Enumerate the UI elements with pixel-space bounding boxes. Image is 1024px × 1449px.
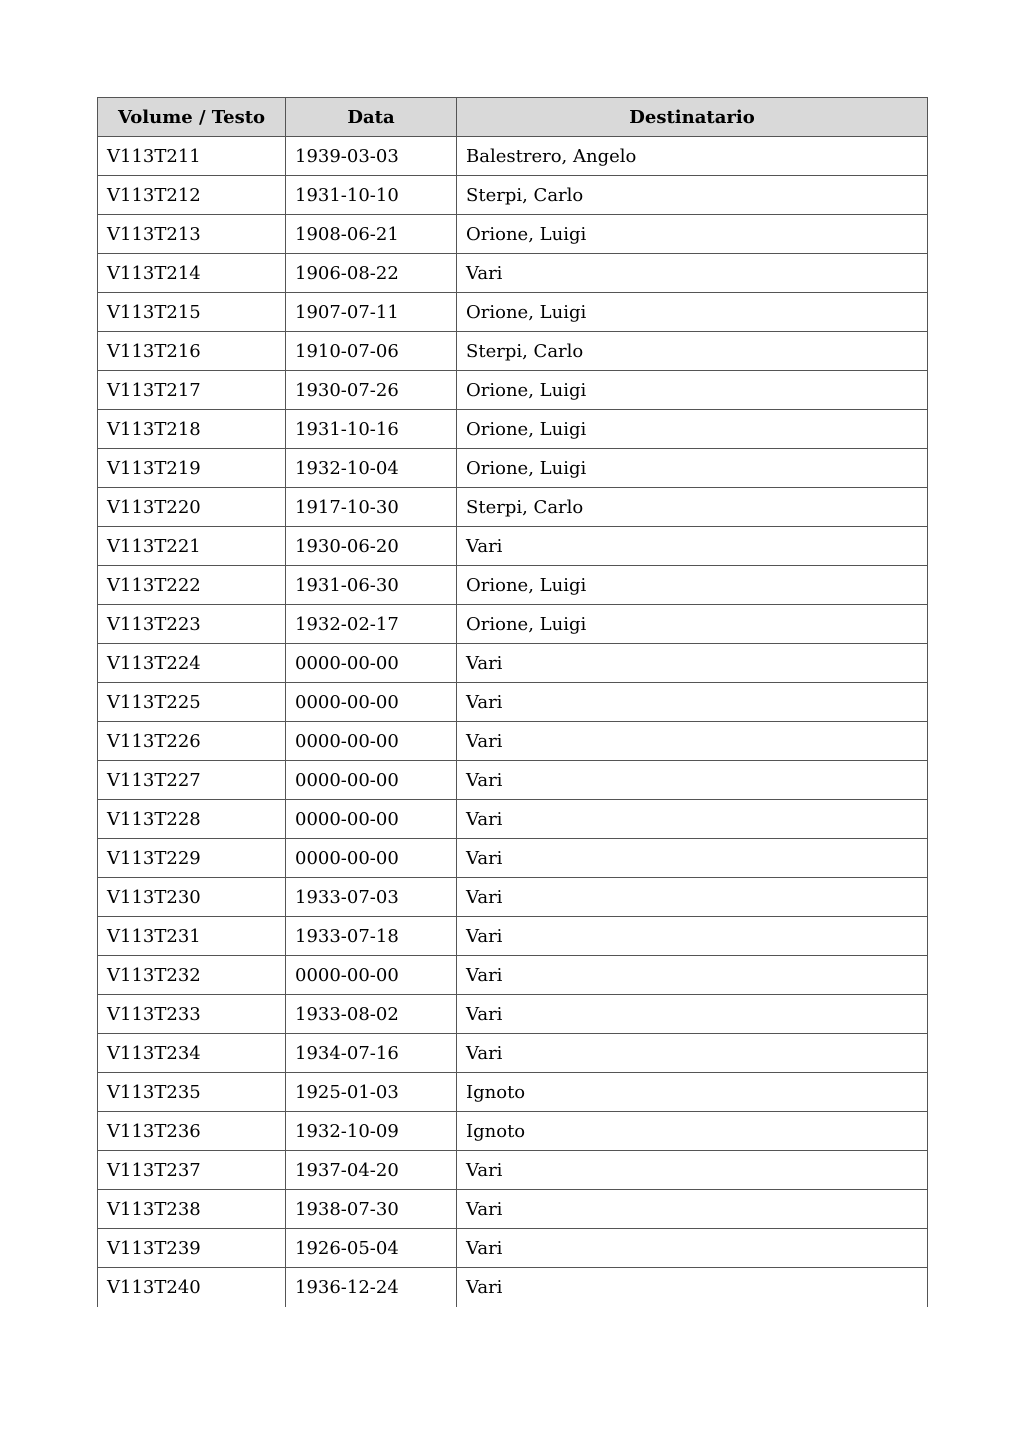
cell-destinatario: Ignoto [457,1073,928,1112]
cell-volume-testo: V113T225 [98,683,286,722]
cell-data: 1933-08-02 [286,995,457,1034]
table-row [98,293,928,332]
header-volume-testo: Volume / Testo [98,98,286,137]
table-row [98,527,928,566]
cell-volume-testo: V113T221 [98,527,286,566]
cell-data: 1910-07-06 [286,332,457,371]
table-row [98,449,928,488]
cell-destinatario: Vari [457,800,928,839]
cell-volume-testo: V113T211 [98,137,286,176]
cell-data: 0000-00-00 [286,644,457,683]
table-header [98,98,928,137]
table-row [98,215,928,254]
cell-data: 1931-10-16 [286,410,457,449]
cell-destinatario: Vari [457,722,928,761]
cell-volume-testo: V113T239 [98,1229,286,1268]
cell-volume-testo: V113T224 [98,644,286,683]
cell-data: 0000-00-00 [286,839,457,878]
table-row [98,1190,928,1229]
cell-data: 0000-00-00 [286,761,457,800]
table-row [98,1151,928,1190]
cell-data: 1933-07-18 [286,917,457,956]
table-row [98,1073,928,1112]
cell-destinatario: Vari [457,956,928,995]
cell-destinatario: Vari [457,254,928,293]
cell-volume-testo: V113T217 [98,371,286,410]
cell-volume-testo: V113T226 [98,722,286,761]
cell-data: 0000-00-00 [286,800,457,839]
table-row [98,722,928,761]
cell-volume-testo: V113T220 [98,488,286,527]
cell-volume-testo: V113T232 [98,956,286,995]
cell-destinatario: Vari [457,527,928,566]
cell-destinatario: Vari [457,995,928,1034]
table-row [98,917,928,956]
cell-destinatario: Sterpi, Carlo [457,488,928,527]
header-row [98,98,928,137]
cell-destinatario: Orione, Luigi [457,449,928,488]
cell-data: 1908-06-21 [286,215,457,254]
table-body [98,137,928,1307]
cell-data: 0000-00-00 [286,956,457,995]
table-row [98,839,928,878]
cell-destinatario: Vari [457,917,928,956]
cell-destinatario: Vari [457,1268,928,1307]
cell-volume-testo: V113T218 [98,410,286,449]
cell-data: 1907-07-11 [286,293,457,332]
table-row [98,1112,928,1151]
table-row [98,1229,928,1268]
table-row [98,332,928,371]
cell-data: 1930-07-26 [286,371,457,410]
cell-volume-testo: V113T233 [98,995,286,1034]
cell-data: 1936-12-24 [286,1268,457,1307]
cell-destinatario: Sterpi, Carlo [457,332,928,371]
cell-destinatario: Ignoto [457,1112,928,1151]
cell-data: 0000-00-00 [286,722,457,761]
cell-destinatario: Vari [457,839,928,878]
cell-destinatario: Orione, Luigi [457,605,928,644]
table-row [98,566,928,605]
table-row [98,254,928,293]
cell-data: 1934-07-16 [286,1034,457,1073]
table-row [98,176,928,215]
cell-volume-testo: V113T227 [98,761,286,800]
cell-data: 1931-10-10 [286,176,457,215]
table-row [98,683,928,722]
cell-data: 1925-01-03 [286,1073,457,1112]
cell-volume-testo: V113T235 [98,1073,286,1112]
cell-data: 1932-02-17 [286,605,457,644]
cell-data: 1932-10-04 [286,449,457,488]
table-row [98,488,928,527]
cell-data: 1937-04-20 [286,1151,457,1190]
cell-destinatario: Vari [457,1151,928,1190]
letters-table [97,97,928,1307]
cell-destinatario: Vari [457,683,928,722]
cell-volume-testo: V113T234 [98,1034,286,1073]
cell-volume-testo: V113T238 [98,1190,286,1229]
cell-data: 0000-00-00 [286,683,457,722]
cell-destinatario: Sterpi, Carlo [457,176,928,215]
cell-destinatario: Orione, Luigi [457,410,928,449]
cell-volume-testo: V113T229 [98,839,286,878]
table-row [98,605,928,644]
cell-volume-testo: V113T237 [98,1151,286,1190]
cell-destinatario: Orione, Luigi [457,566,928,605]
cell-data: 1933-07-03 [286,878,457,917]
cell-volume-testo: V113T240 [98,1268,286,1307]
header-destinatario: Destinatario [457,98,928,137]
cell-volume-testo: V113T230 [98,878,286,917]
table-row [98,1268,928,1307]
table-row [98,878,928,917]
header-data: Data [286,98,457,137]
cell-data: 1906-08-22 [286,254,457,293]
cell-destinatario: Orione, Luigi [457,371,928,410]
cell-destinatario: Vari [457,1190,928,1229]
table-row [98,800,928,839]
table-row [98,644,928,683]
table-row [98,761,928,800]
cell-destinatario: Orione, Luigi [457,293,928,332]
cell-destinatario: Vari [457,878,928,917]
cell-destinatario: Vari [457,1034,928,1073]
cell-destinatario: Vari [457,1229,928,1268]
cell-volume-testo: V113T236 [98,1112,286,1151]
cell-volume-testo: V113T214 [98,254,286,293]
cell-volume-testo: V113T222 [98,566,286,605]
cell-data: 1931-06-30 [286,566,457,605]
cell-volume-testo: V113T231 [98,917,286,956]
table-row [98,1034,928,1073]
table-row [98,371,928,410]
table-row [98,995,928,1034]
cell-volume-testo: V113T216 [98,332,286,371]
cell-volume-testo: V113T212 [98,176,286,215]
cell-volume-testo: V113T215 [98,293,286,332]
cell-data: 1938-07-30 [286,1190,457,1229]
cell-volume-testo: V113T219 [98,449,286,488]
cell-data: 1930-06-20 [286,527,457,566]
cell-volume-testo: V113T213 [98,215,286,254]
cell-volume-testo: V113T223 [98,605,286,644]
table-row [98,137,928,176]
cell-data: 1917-10-30 [286,488,457,527]
cell-destinatario: Balestrero, Angelo [457,137,928,176]
cell-data: 1932-10-09 [286,1112,457,1151]
cell-destinatario: Vari [457,644,928,683]
cell-data: 1939-03-03 [286,137,457,176]
table-row [98,956,928,995]
cell-destinatario: Orione, Luigi [457,215,928,254]
cell-destinatario: Vari [457,761,928,800]
table-row [98,410,928,449]
cell-data: 1926-05-04 [286,1229,457,1268]
cell-volume-testo: V113T228 [98,800,286,839]
